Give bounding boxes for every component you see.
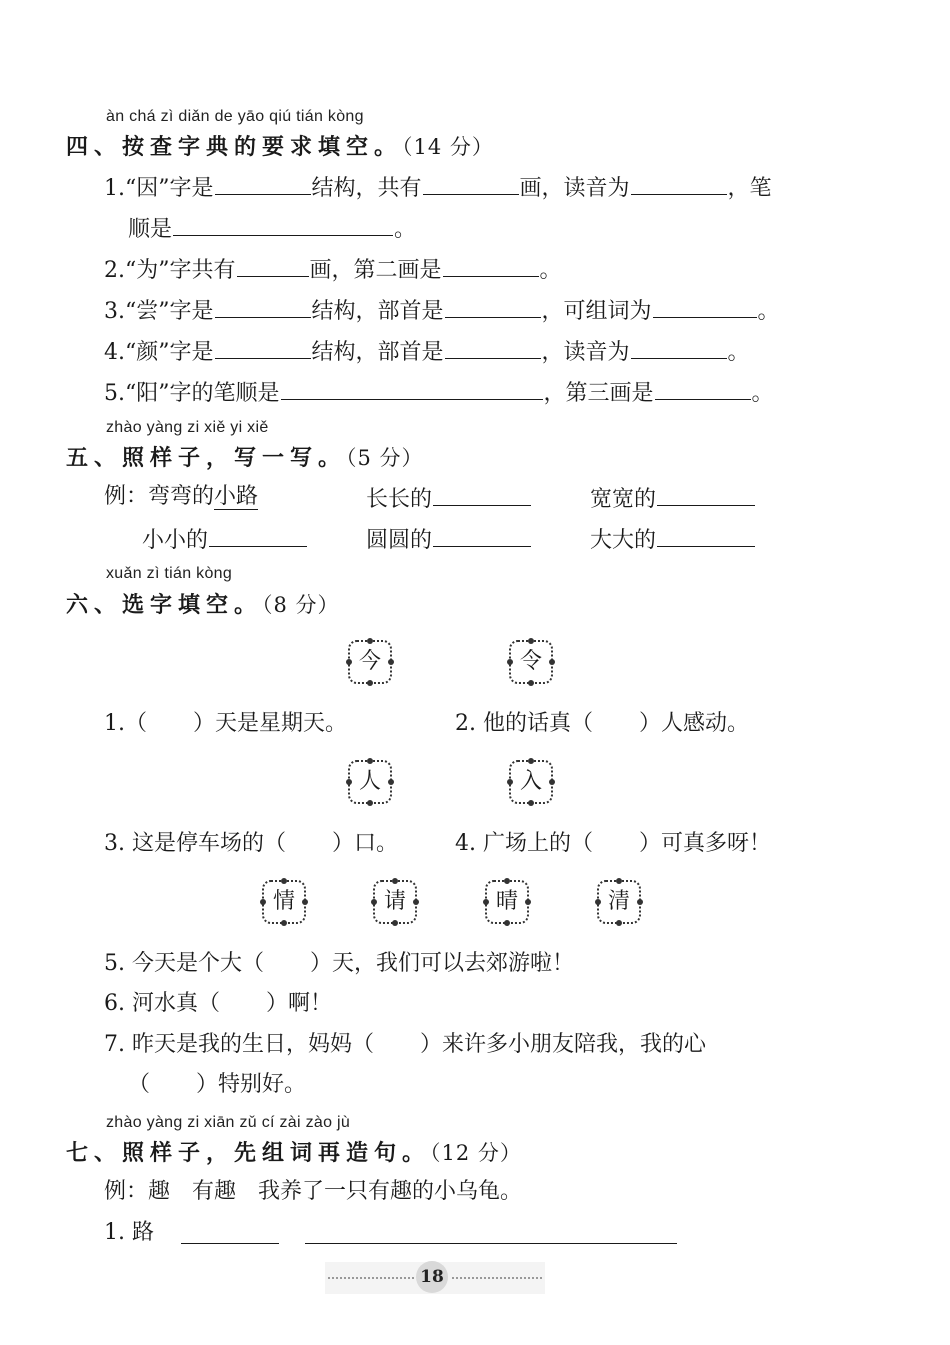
s4-q1-text-c: 画，读音为 xyxy=(519,176,630,201)
s4-question-5 xyxy=(104,377,774,408)
option-box-jin xyxy=(348,640,392,684)
s6-question-3 xyxy=(104,830,398,858)
section4-score: （14 分） xyxy=(402,135,494,159)
s5-item-4-label: 圆圆的 xyxy=(366,528,433,553)
s5-item-5 xyxy=(590,524,756,555)
s7-question-1 xyxy=(104,1219,154,1247)
option-box-qing-emotion xyxy=(262,880,306,924)
s4-question-1 xyxy=(104,172,772,203)
option-char: 情 xyxy=(272,889,295,914)
s5-item-1-blank[interactable] xyxy=(433,483,531,506)
footer-dotted-line-right xyxy=(452,1277,542,1279)
section4-pinyin: àn chá zì diǎn de yāo qiú tián kòng xyxy=(106,108,364,125)
s4-q5-text-b: ，第三画是 xyxy=(543,381,654,406)
option-char: 清 xyxy=(607,889,630,914)
s6-q6-text-a: 6. 河水真（ xyxy=(104,991,220,1016)
s4-question-4 xyxy=(104,336,750,367)
section4-title: 四、按查字典的要求填空。 xyxy=(66,135,403,160)
s5-item-5-blank[interactable] xyxy=(657,524,755,547)
section7-title: 七、照样子，先组词再造句。 xyxy=(66,1141,431,1166)
s5-example xyxy=(104,483,258,511)
s7-q1-label: 1. 路 xyxy=(104,1220,154,1245)
s6-q3-text-a: 3. 这是停车场的（ xyxy=(104,831,286,856)
s4-q2-text-a: 2.“为”字共有 xyxy=(104,258,236,283)
s5-item-1-label: 长长的 xyxy=(366,487,433,512)
s6-q5-text-a: 5. 今天是个大（ xyxy=(104,951,264,976)
s5-item-2 xyxy=(590,483,756,514)
s4-q1-text-b: 结构，共有 xyxy=(311,176,422,201)
s6-question-6 xyxy=(104,990,332,1018)
page-number: 18 xyxy=(416,1261,448,1293)
s6-q4-text-a: 4. 广场上的（ xyxy=(455,831,593,856)
s4-q5-blank-stroke-order[interactable] xyxy=(281,377,543,400)
s4-q3-text-b: 结构，部首是 xyxy=(311,299,444,324)
s4-q3-text-a: 3.“尝”字是 xyxy=(104,299,214,324)
option-box-qing-clear xyxy=(597,880,641,924)
s4-q1-text-f: 。 xyxy=(394,217,417,242)
s6-q1-text-b: ）天是星期天。 xyxy=(193,711,348,736)
s4-q3-blank-radical[interactable] xyxy=(445,295,541,318)
s4-q5-text-c: 。 xyxy=(751,381,774,406)
s6-q4-text-b: ）可真多呀！ xyxy=(638,831,771,856)
option-char: 人 xyxy=(358,769,381,794)
s6-question-5 xyxy=(104,950,574,978)
s4-q3-blank-word[interactable] xyxy=(653,295,757,318)
option-char: 今 xyxy=(358,649,381,674)
option-char: 晴 xyxy=(495,889,518,914)
section7-pinyin: zhào yàng zi xiān zǔ cí zài zào jù xyxy=(106,1114,351,1131)
option-box-qing-sunny xyxy=(485,880,529,924)
s5-item-1 xyxy=(366,483,532,514)
s4-q4-blank-radical[interactable] xyxy=(445,336,541,359)
s6-q7-text-a: 7. 昨天是我的生日，妈妈（ xyxy=(104,1032,374,1057)
s4-q4-text-b: 结构，部首是 xyxy=(311,340,444,365)
option-box-ren xyxy=(348,760,392,804)
s4-q1-blank-strokes[interactable] xyxy=(423,172,519,195)
option-box-ru xyxy=(509,760,553,804)
section6-score: （8 分） xyxy=(262,593,340,617)
section5-title: 五、照样子，写一写。 xyxy=(66,446,347,471)
s6-question-2 xyxy=(455,710,749,738)
s6-question-4 xyxy=(455,830,771,858)
s5-item-2-blank[interactable] xyxy=(657,483,755,506)
s4-q4-text-a: 4.“颜”字是 xyxy=(104,340,214,365)
s6-q1-text-a: 1.（ xyxy=(104,711,147,736)
footer-dotted-line-left xyxy=(328,1277,414,1279)
s6-q7-text-d: ）特别好。 xyxy=(196,1072,307,1097)
s6-question-7 xyxy=(104,1031,706,1059)
s4-question-3 xyxy=(104,295,780,326)
section4-heading xyxy=(66,130,494,161)
option-char: 入 xyxy=(519,769,542,794)
s5-item-3-blank[interactable] xyxy=(209,524,307,547)
s5-item-2-label: 宽宽的 xyxy=(590,487,657,512)
s4-q1-text-d: ，笔 xyxy=(727,176,772,201)
s4-question-1-cont xyxy=(128,213,416,244)
section6-heading xyxy=(66,588,340,619)
s5-example-prefix: 例：弯弯的 xyxy=(104,484,215,509)
section5-score: （5 分） xyxy=(346,446,424,470)
s7-example: 例：趣 有趣 我养了一只有趣的小乌龟。 xyxy=(104,1179,523,1204)
s6-q7-text-b: ）来许多小朋友陪我，我的心 xyxy=(419,1032,706,1057)
option-box-ling xyxy=(509,640,553,684)
s4-q1-blank-structure[interactable] xyxy=(215,172,311,195)
option-char: 请 xyxy=(383,889,406,914)
section6-title: 六、选字填空。 xyxy=(66,593,263,618)
option-box-qing-invite xyxy=(373,880,417,924)
s4-q2-text-b: 画，第二画是 xyxy=(309,258,442,283)
s6-q7-text-c: （ xyxy=(128,1072,151,1097)
s4-q3-text-d: 。 xyxy=(757,299,780,324)
s5-item-3 xyxy=(142,524,308,555)
s7-q1-word-blank[interactable] xyxy=(181,1221,279,1244)
s4-q3-text-c: ，可组词为 xyxy=(541,299,652,324)
s4-question-2 xyxy=(104,254,562,285)
option-char: 令 xyxy=(519,649,542,674)
section7-score: （12 分） xyxy=(430,1141,522,1165)
s4-q1-text-e: 顺是 xyxy=(128,217,173,242)
s4-q3-blank-structure[interactable] xyxy=(215,295,311,318)
s4-q2-blank-second-stroke[interactable] xyxy=(443,254,539,277)
s4-q4-text-c: ，读音为 xyxy=(541,340,630,365)
s4-q5-text-a: 5.“阳”字的笔顺是 xyxy=(104,381,280,406)
s5-item-4 xyxy=(366,524,532,555)
s5-example-word: 小路 xyxy=(214,484,259,509)
s5-item-5-label: 大大的 xyxy=(590,528,657,553)
s4-q1-text-a: 1.“因”字是 xyxy=(104,176,214,201)
section5-pinyin: zhào yàng zi xiě yi xiě xyxy=(106,419,269,436)
s4-q4-blank-structure[interactable] xyxy=(215,336,311,359)
s4-q5-blank-third-stroke[interactable] xyxy=(655,377,751,400)
s6-q5-text-b: ）天，我们可以去郊游啦！ xyxy=(309,951,574,976)
s6-question-1 xyxy=(104,710,347,738)
s4-q4-blank-pronunciation[interactable] xyxy=(631,336,727,359)
s4-q4-text-d: 。 xyxy=(727,340,750,365)
s6-q6-text-b: ）啊！ xyxy=(265,991,332,1016)
section6-pinyin: xuǎn zì tián kòng xyxy=(106,565,233,582)
s6-question-7-cont xyxy=(128,1071,306,1099)
section7-heading xyxy=(66,1136,522,1167)
s5-item-3-label: 小小的 xyxy=(142,528,209,553)
section5-heading xyxy=(66,441,424,472)
s7-q1-sentence-blank[interactable] xyxy=(305,1221,677,1244)
s6-q2-text-b: ）人感动。 xyxy=(638,711,749,736)
s4-q2-blank-strokes[interactable] xyxy=(237,254,309,277)
s4-q1-blank-stroke-order[interactable] xyxy=(173,213,393,236)
s6-q2-text-a: 2. 他的话真（ xyxy=(455,711,593,736)
s6-q3-text-b: ）口。 xyxy=(331,831,398,856)
s4-q1-blank-pronunciation[interactable] xyxy=(631,172,727,195)
s4-q2-text-c: 。 xyxy=(539,258,562,283)
s5-item-4-blank[interactable] xyxy=(433,524,531,547)
